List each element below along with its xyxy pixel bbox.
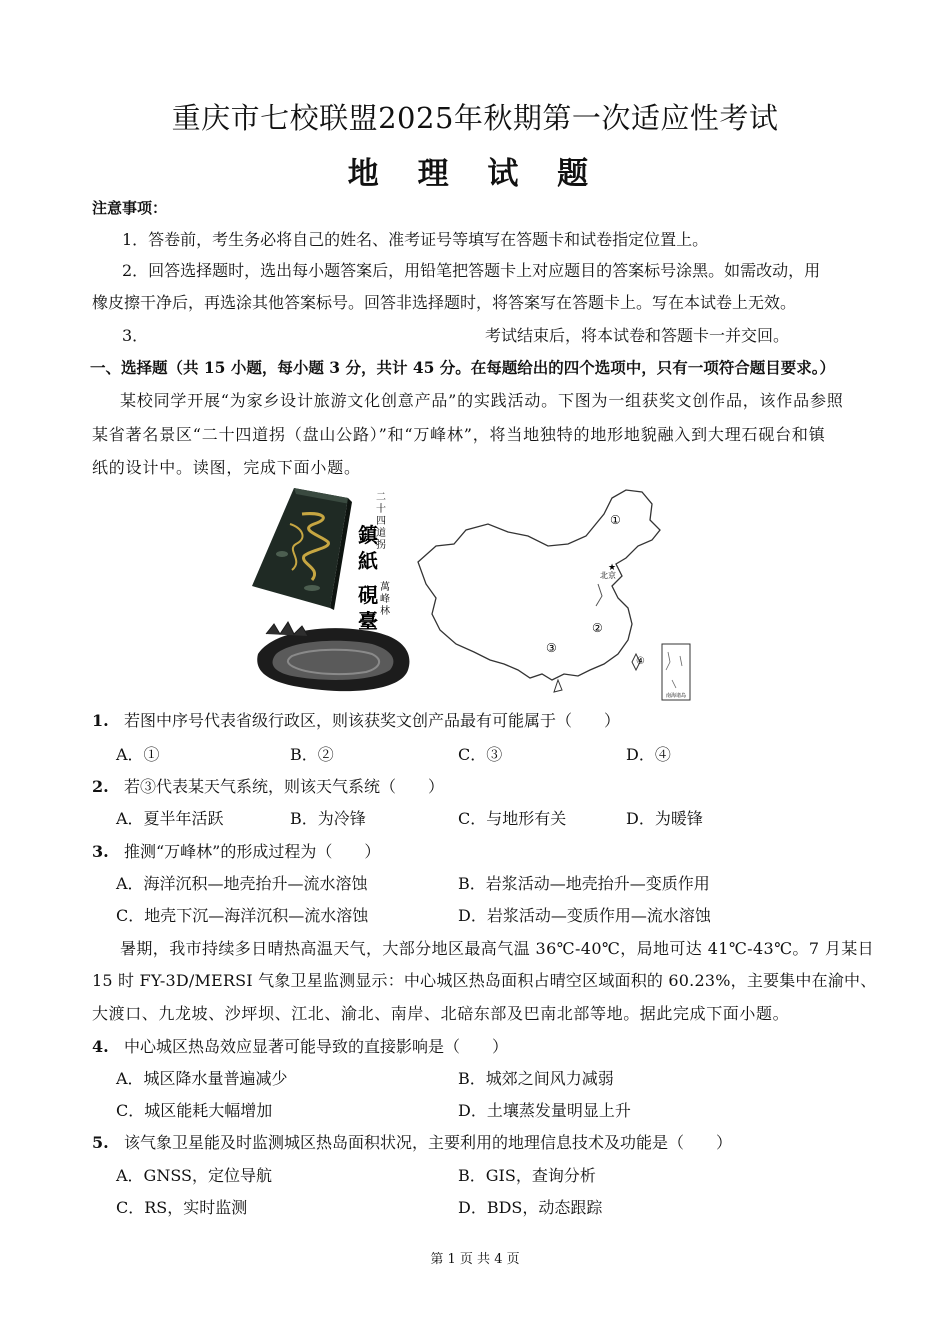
question-1-stem: 若图中序号代表省级行政区，则该获奖文创产品最有可能属于（ ）	[124, 711, 621, 730]
vertical-text-24-turns: 二十四道拐	[376, 492, 386, 551]
inset-label: 南海诸岛	[666, 693, 687, 699]
map-marker-2: ②	[592, 621, 603, 635]
question-1-number: 1.	[92, 711, 109, 730]
south-china-sea-inset	[662, 644, 690, 700]
question-5-stem: 该气象卫星能及时监测城区热岛面积状况，主要利用的地理信息技术及功能是（ ）	[124, 1133, 733, 1152]
question-1-option-a: A．①	[116, 745, 160, 764]
question-5-option-b: B．GIS，查询分析	[458, 1166, 596, 1185]
question-5-number: 5.	[92, 1133, 109, 1152]
question-2-number: 2.	[92, 777, 109, 796]
notice-item-2-line-1: 2．回答选择题时，选出每小题答案后，用铅笔把答题卡上对应题目的答案标号涂黑。如需改动，用	[122, 261, 821, 280]
question-3-option-d: D．岩浆活动—变质作用—流水溶蚀	[458, 906, 711, 925]
map-city-beijing: 北京	[600, 571, 616, 580]
passage-2-line-3: 大渡口、九龙坡、沙坪坝、江北、渝北、南岸、北碚东部及巴南北部等地。据此完成下面小题。	[92, 1004, 790, 1023]
question-5-option-c: C．RS，实时监测	[116, 1198, 248, 1217]
question-3-stem: 推测“万峰林”的形成过程为（ ）	[124, 842, 381, 861]
passage-1-line-1: 某校同学开展“为家乡设计旅游文化创意产品”的实践活动。下图为一组获奖文创作品，该作品参照	[120, 391, 844, 410]
question-1-option-c: C．③	[458, 745, 503, 764]
notice-item-2-line-2: 橡皮擦干净后，再选涂其他答案标号。回答非选择题时，将答案写在答题卡上。写在本试卷上无效。	[92, 293, 797, 312]
question-4-option-d: D．土壤蒸发量明显上升	[458, 1101, 631, 1120]
question-5-option-d: D．BDS，动态跟踪	[458, 1198, 603, 1217]
figure-cultural-products-and-map	[252, 484, 692, 702]
map-marker-4: ④	[636, 656, 645, 667]
question-3-option-a: A．海洋沉积—地壳抬升—流水溶蚀	[116, 874, 368, 893]
exam-title: 重庆市七校联盟2025年秋期第一次适应性考试	[171, 101, 779, 135]
section-heading: 一、选择题（共 15 小题，每小题 3 分，共计 45 分。在每题给出的四个选项中，只有一项符合题目要求。）	[90, 358, 836, 377]
question-1-option-b: B．②	[290, 745, 334, 764]
china-map	[418, 490, 690, 700]
paperweight-image	[252, 488, 352, 610]
question-4-option-b: B．城郊之间风力减弱	[458, 1069, 614, 1088]
map-marker-3: ③	[546, 641, 557, 655]
vertical-text-wanfenglin: 萬峰林	[380, 582, 390, 617]
inkstone-image	[257, 622, 409, 691]
question-3-number: 3.	[92, 842, 109, 861]
question-3-option-b: B．岩浆活动—地壳抬升—变质作用	[458, 874, 710, 893]
label-zhenzhi: 鎮紙	[358, 523, 378, 573]
passage-1-line-2: 某省著名景区“二十四道拐（盘山公路）”和“万峰林”，将当地独特的地形地貌融入到大理石砚台和镇	[92, 425, 826, 444]
question-4-option-c: C．城区能耗大幅增加	[116, 1101, 273, 1120]
question-4-number: 4.	[92, 1037, 109, 1056]
question-2-stem: 若③代表某天气系统，则该天气系统（ ）	[124, 777, 445, 796]
passage-2-line-2: 15 时 FY-3D/MERSI 气象卫星监测显示：中心城区热岛面积占晴空区域面积的 60.23%，主要集中在渝中、	[92, 971, 877, 990]
label-yantai: 硯臺	[358, 583, 378, 633]
notice-item-3-number: 3．	[122, 326, 149, 345]
question-1-option-d: D．④	[626, 745, 671, 764]
figure-svg	[252, 484, 692, 702]
question-2-option-d: D．为暖锋	[626, 809, 703, 828]
exam-subtitle: 地 理 试 题	[347, 156, 603, 192]
question-2-option-c: C．与地形有关	[458, 809, 567, 828]
beijing-star-icon: ★	[608, 563, 617, 573]
map-marker-1: ①	[610, 513, 621, 527]
question-4-stem: 中心城区热岛效应显著可能导致的直接影响是（ ）	[124, 1037, 509, 1056]
notice-item-1: 1．答卷前，考生务必将自己的姓名、准考证号等填写在答题卡和试卷指定位置上。	[122, 230, 709, 249]
page-footer: 第 1 页 共 4 页	[430, 1252, 520, 1267]
question-3-option-c: C．地壳下沉—海洋沉积—流水溶蚀	[116, 906, 369, 925]
passage-1-line-3: 纸的设计中。读图，完成下面小题。	[92, 458, 361, 477]
question-4-option-a: A．城区降水量普遍减少	[116, 1069, 288, 1088]
notice-item-3-text: 考试结束后，将本试卷和答题卡一并交回。	[485, 326, 790, 345]
passage-2-line-1: 暑期，我市持续多日晴热高温天气，大部分地区最高气温 36℃-40℃，局地可达 41℃-43℃。7 月某日	[120, 939, 875, 958]
question-5-option-a: A．GNSS，定位导航	[116, 1166, 272, 1185]
notice-heading: 注意事项：	[92, 199, 168, 217]
question-2-option-b: B．为冷锋	[290, 809, 366, 828]
question-2-option-a: A．夏半年活跃	[116, 809, 224, 828]
